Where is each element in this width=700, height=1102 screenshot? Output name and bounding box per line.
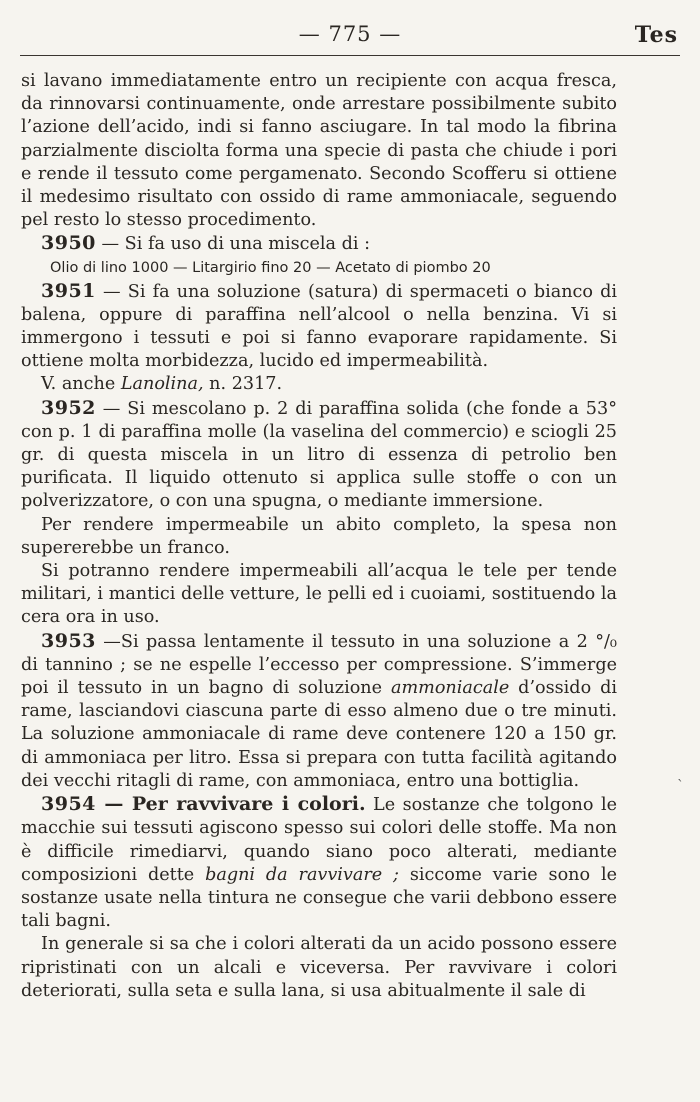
see-also bbox=[21, 373, 617, 396]
entry-3952-para-3: Si potranno rendere impermeabili all’acqua le tele per tende militari, i mantici delle vetture, le pelli ed i cuoiami, sostituendo la cera ora in uso. bbox=[21, 561, 617, 628]
entry-3950 bbox=[21, 232, 617, 256]
see-also-suffix: n. 2317. bbox=[203, 374, 283, 395]
entry-text: —Si passa lentamente il tessuto in una soluzione a 2 °/₀ di tannino ; se ne espelle l’eccesso per compressione. S’immerge poi il tessuto in un bagno di soluzione bbox=[21, 631, 617, 699]
page-header bbox=[20, 18, 680, 54]
entry-number: 3950 bbox=[41, 232, 96, 255]
recipe-line: Olio di lino 1000 — Litargirio fino 20 — Acetato di piombo 20 bbox=[50, 259, 491, 276]
see-also-prefix: V. anche bbox=[41, 374, 121, 395]
entry-3954 bbox=[21, 793, 617, 933]
entry-3953 bbox=[21, 630, 617, 793]
intro-paragraph: si lavano immediatamente entro un recipiente con acqua fresca, da rinnovarsi continuamente, onde arrestare possibilmente subito l’azione dell’acido, indi si fanno asciugare. In tal modo la fibrina parzialmente disciolta forma una specie di pasta che chiude i pori e rende il tessuto come pergamenato. Secondo Scofferu si ottiene il medesimo risultato con ossido di rame ammoniacale, seguendo pel resto lo stesso procedimento. bbox=[21, 71, 617, 231]
entry-italic: ammoniacale bbox=[390, 678, 510, 699]
entry-3952 bbox=[21, 397, 617, 514]
entry-italic: bagni da ravvivare ; bbox=[205, 864, 399, 885]
running-head: Tes bbox=[634, 22, 678, 48]
entry-text: — Si mescolano p. 2 di paraffina solida (che fonde a 53° con p. 1 di paraffina molle (la vaselina del commercio) e sciogli 25 gr. di questa miscela in un litro di essenza di petrolio ben purificata. Il liquido ottenuto si applica sulle stoffe o con un polverizzatore, o con una spugna, o mediante immersione. bbox=[21, 398, 617, 512]
stray-ink-mark: ` bbox=[677, 778, 684, 794]
entry-number: 3951 bbox=[41, 279, 96, 302]
entry-3954-para-2: In generale si sa che i colori alterati da un acido possono essere ripristinati con un alcali e viceversa. Per ravvivare i colori deteriorati, sulla seta e sulla lana, si usa abitualmente il sale di bbox=[21, 934, 617, 1001]
entry-number: 3953 bbox=[41, 629, 96, 652]
header-rule bbox=[20, 55, 680, 56]
entry-text: — Si fa una soluzione (satura) di spermaceti o bianco di balena, oppure di paraffina nell’alcool o nella benzina. Vi si immergono i tessuti e poi si fanno evaporare rapidamente. Si ottiene molta morbidezza, lucido ed impermeabilità. bbox=[21, 281, 617, 372]
entry-3952-para-2: Per rendere impermeabile un abito completo, la spesa non supererebbe un franco. bbox=[21, 514, 617, 558]
entry-3951 bbox=[21, 280, 617, 374]
body-text bbox=[21, 70, 617, 1003]
entry-text: Le sostanze che tolgono le macchie sui tessuti agiscono spesso sui colori delle stoffe. Ma non è difficile rimediarvi, quando siano poco alterati, mediante composizioni dette bbox=[21, 795, 617, 885]
entry-heading: — Per ravvivare i colori. bbox=[95, 793, 366, 816]
page-number: — 775 — bbox=[298, 22, 402, 46]
entry-text: — Si fa uso di una miscela di : bbox=[95, 234, 371, 255]
see-also-link: Lanolina, bbox=[120, 374, 204, 395]
entry-number: 3952 bbox=[41, 396, 96, 419]
entry-text-cont: siccome varie sono le sostanze usate nella tintura ne consegue che varii debbono essere tali bagni. bbox=[21, 864, 617, 932]
entry-number: 3954 bbox=[41, 793, 96, 816]
entry-text-cont: d’ossido di rame, lasciandovi ciascuna parte di esso almeno due o tre minuti. La soluzione ammoniacale di rame deve contenere 120 a 150 gr. di ammoniaca per litro. Essa si prepara con tutta facilità agitando dei vecchi ritagli di rame, con ammoniaca, entro una bottiglia. bbox=[21, 678, 617, 791]
